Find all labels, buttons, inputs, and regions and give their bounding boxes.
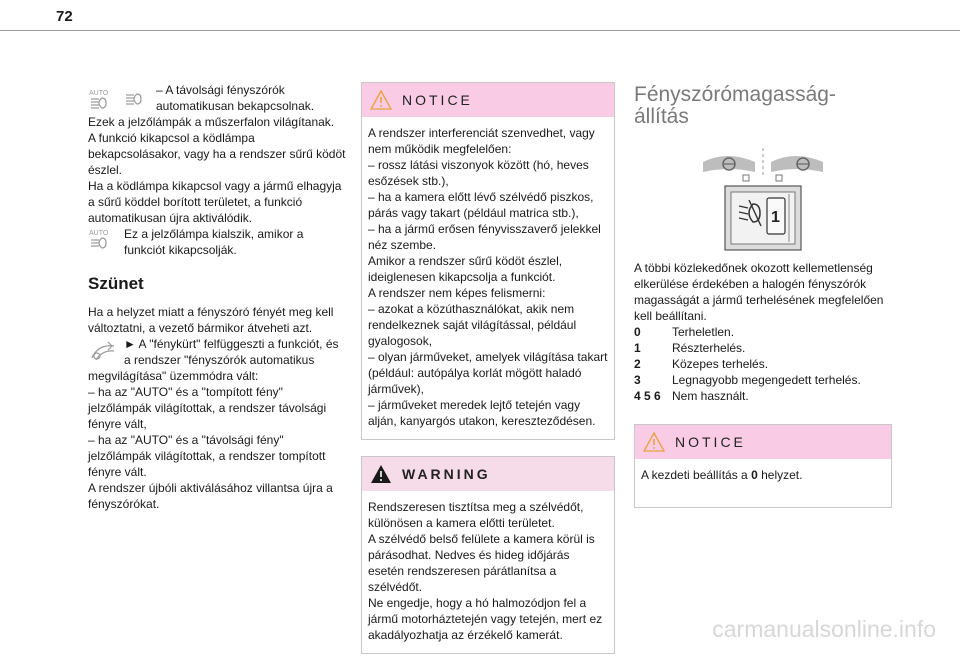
headlamp-flash-icon bbox=[88, 338, 118, 362]
section-heading-headlamp-adjustment bbox=[634, 84, 892, 128]
notice-body bbox=[362, 117, 614, 439]
warning-header bbox=[362, 457, 614, 491]
position-row bbox=[634, 356, 892, 372]
warning-triangle-icon bbox=[370, 464, 392, 484]
column-left bbox=[88, 82, 346, 512]
position-row bbox=[634, 324, 892, 340]
auto-indicator-icon bbox=[88, 228, 118, 250]
box-line: A rendszer nem képes felismerni: bbox=[368, 286, 546, 300]
heading-line: Fényszórómagasság- bbox=[634, 83, 836, 106]
paragraph: A funkció kikapcsol a ködlámpa bekapcsolásakor, vagy ha a rendszer sűrű ködöt észlel. bbox=[88, 131, 346, 177]
top-rule bbox=[0, 30, 960, 31]
box-line: – ha a kamera előtt lévő szélvédő piszkos, párás vagy takart (például matrica stb.), bbox=[368, 190, 594, 220]
position-desc: Terheletlen. bbox=[672, 325, 735, 339]
notice-text: helyzet. bbox=[757, 468, 803, 482]
high-beam-icon bbox=[124, 88, 150, 110]
notice-text: A kezdeti beállítás a bbox=[641, 468, 752, 482]
auto-label: AUTO bbox=[89, 90, 109, 97]
position-key: 3 bbox=[634, 373, 641, 387]
box-line: – azokat a közúthasználókat, akik nem rendelkeznek saját világítással, például gyalogosok, bbox=[368, 302, 577, 348]
box-line: Amikor a rendszer sűrű ködöt észlel, ideiglenesen kikapcsolja a funkciót. bbox=[368, 254, 563, 284]
notice-box bbox=[634, 424, 892, 508]
notice-bold-value: 0 bbox=[751, 468, 758, 482]
auto-high-beam-icon bbox=[88, 88, 118, 110]
headlamp-flash-line bbox=[88, 336, 346, 368]
paragraph: Ha a ködlámpa kikapcsol vagy a jármű elhagyja a sűrű köddel borított területet, a funkció automatikusan újra aktiválódik. bbox=[88, 179, 342, 225]
warning-triangle-icon bbox=[643, 432, 665, 452]
box-line: A rendszer interferenciát szenvedhet, vagy nem működik megfelelően: bbox=[368, 126, 595, 156]
position-key: 2 bbox=[634, 357, 641, 371]
warning-body bbox=[362, 491, 614, 653]
paragraph: Ha a helyzet miatt a fényszóró fényét meg kell változtatni, a vezető bármikor átveheti azt. bbox=[88, 305, 334, 335]
notice-box bbox=[361, 82, 615, 440]
notice-header bbox=[362, 83, 614, 117]
position-list bbox=[634, 324, 892, 404]
warning-box bbox=[361, 456, 615, 654]
position-desc: Legnagyobb megengedett terhelés. bbox=[672, 373, 861, 387]
notice-body bbox=[635, 459, 891, 507]
box-line: A szélvédő belső felülete a kamera körül is párásodhat. Nedves és hideg időjárás esetén rendszeresen párátlanítsa a szélvédőt. bbox=[368, 532, 595, 594]
warning-label: WARNING bbox=[402, 466, 491, 482]
icon-line-text: Ez a jelzőlámpa kialszik, amikor a funkciót kikapcsolják. bbox=[124, 227, 304, 257]
auto-label: AUTO bbox=[89, 230, 109, 237]
position-row bbox=[634, 388, 892, 404]
paragraph: Ezek a jelzőlámpák a műszerfalon világítanak. bbox=[88, 115, 335, 129]
position-row bbox=[634, 372, 892, 388]
intro-paragraph: A többi közlekedőnek okozott kellemetlenség elkerülése érdekében a halogén fényszórók magasságát a jármű terhelésének megfelelően kell beállítani. bbox=[634, 261, 884, 323]
paragraph: A rendszer újbóli aktiválásához villantsa újra a fényszórókat. bbox=[88, 481, 333, 511]
position-key: 4 5 6 bbox=[634, 389, 661, 403]
auto-high-beam-line bbox=[88, 82, 346, 114]
box-line: – rossz látási viszonyok között (hó, heves esőzések stb.), bbox=[368, 158, 589, 188]
paragraph: megvilágítása" üzemmódra vált: bbox=[88, 369, 259, 383]
icon-line-text: – A távolsági fényszórók automatikusan bekapcsolnak. bbox=[156, 83, 315, 113]
position-key: 1 bbox=[634, 341, 641, 355]
warning-triangle-icon bbox=[370, 90, 392, 110]
box-line: – olyan járműveket, amelyek világítása takart (például: autópálya korlát mögött haladó járművek), bbox=[368, 350, 608, 396]
notice-header bbox=[635, 425, 891, 459]
headlamp-adjuster-illustration bbox=[663, 142, 863, 254]
auto-indicator-line bbox=[88, 226, 346, 258]
position-desc: Közepes terhelés. bbox=[672, 357, 769, 371]
column-middle bbox=[361, 82, 615, 670]
position-desc: Nem használt. bbox=[672, 389, 749, 403]
icon-line-text: ► A "fénykürt" felfüggeszti a funkciót, és a rendszer "fényszórók automatikus bbox=[124, 337, 339, 367]
section-heading-pause: Szünet bbox=[88, 274, 144, 293]
heading-line: állítás bbox=[634, 105, 689, 128]
page-number: 72 bbox=[56, 8, 73, 25]
box-line: – járműveket meredek lejtő tetején vagy alján, kanyargós utakon, kereszteződésen. bbox=[368, 398, 596, 428]
box-line: Ne engedje, hogy a hó halmozódjon fel a jármű motorháztetején vagy tetején, mert ez akadályozhatja az érzékelő kamerát. bbox=[368, 596, 603, 642]
paragraph: – ha az "AUTO" és a "távolsági fény" jelzőlámpák világítottak, a rendszer tompított fényre vált. bbox=[88, 433, 326, 479]
box-line: Rendszeresen tisztítsa meg a szélvédőt, különösen a kamera előtti területet. bbox=[368, 500, 584, 530]
dial-value: 1 bbox=[771, 209, 780, 226]
notice-label: NOTICE bbox=[675, 434, 746, 450]
notice-label: NOTICE bbox=[402, 92, 473, 108]
paragraph: – ha az "AUTO" és a "tompított fény" jelzőlámpák világítottak, a rendszer távolsági fényre vált, bbox=[88, 385, 327, 431]
position-row bbox=[634, 340, 892, 356]
position-key: 0 bbox=[634, 325, 641, 339]
column-right bbox=[634, 84, 892, 524]
box-line: – ha a jármű erősen fényvisszaverő jelekkel néz szembe. bbox=[368, 222, 601, 252]
position-desc: Részterhelés. bbox=[672, 341, 746, 355]
watermark: carmanualsonline.info bbox=[712, 616, 936, 642]
